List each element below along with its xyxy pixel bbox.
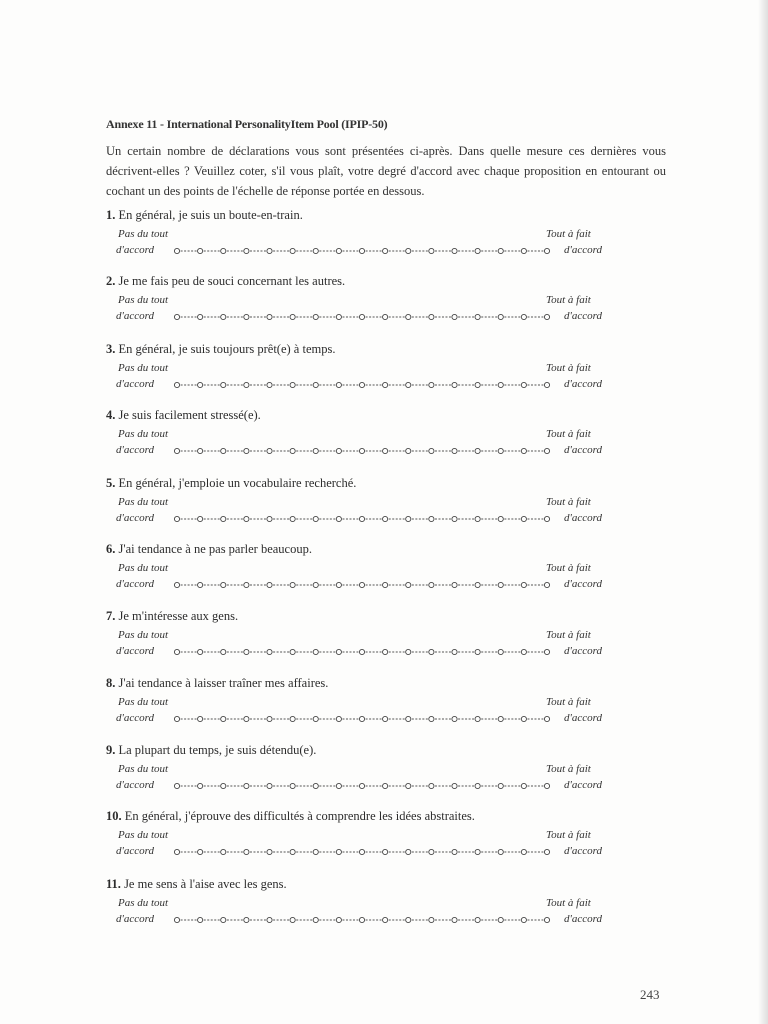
scale-point-17[interactable] xyxy=(544,582,549,587)
scale-point-17[interactable] xyxy=(544,314,549,319)
scale-point-4[interactable] xyxy=(244,849,249,854)
scale-point-4[interactable] xyxy=(244,582,249,587)
rating-scale-graphic xyxy=(173,913,551,927)
scale-left-label-line1: Pas du tout xyxy=(118,897,169,909)
rating-scale[interactable] xyxy=(173,578,551,592)
rating-scale[interactable] xyxy=(173,645,551,659)
item-text: J'ai tendance à laisser traîner mes affaires. xyxy=(118,676,329,690)
scale-point-4[interactable] xyxy=(244,783,249,788)
scale-point-4[interactable] xyxy=(244,382,249,387)
scale-point-1[interactable] xyxy=(174,783,179,788)
item-text: En général, j'emploie un vocabulaire recherché. xyxy=(118,476,357,490)
scale-point-8[interactable] xyxy=(336,248,341,253)
rating-scale[interactable] xyxy=(173,244,551,258)
scale-point-3[interactable] xyxy=(221,716,226,721)
scale-point-6[interactable] xyxy=(290,783,295,788)
scale-left-label-line1: Pas du tout xyxy=(118,696,169,708)
scale-point-12[interactable] xyxy=(429,716,434,721)
item-question xyxy=(106,476,356,491)
page-number: 243 xyxy=(640,987,660,1002)
scale-point-7[interactable] xyxy=(313,516,318,521)
scale-point-11[interactable] xyxy=(406,917,411,922)
scale-point-6[interactable] xyxy=(290,582,295,587)
item-question xyxy=(106,743,316,758)
scale-point-6[interactable] xyxy=(290,649,295,654)
scale-point-7[interactable] xyxy=(313,849,318,854)
scale-point-5[interactable] xyxy=(267,716,272,721)
scale-point-6[interactable] xyxy=(290,314,295,319)
scale-point-13[interactable] xyxy=(452,314,457,319)
scale-point-9[interactable] xyxy=(359,582,364,587)
item-question xyxy=(106,809,475,824)
scale-point-5[interactable] xyxy=(267,783,272,788)
scale-point-13[interactable] xyxy=(452,516,457,521)
scale-point-1[interactable] xyxy=(174,649,179,654)
scale-point-16[interactable] xyxy=(521,917,526,922)
scale-point-9[interactable] xyxy=(359,917,364,922)
scale-point-5[interactable] xyxy=(267,849,272,854)
scale-point-2[interactable] xyxy=(198,448,203,453)
scale-point-4[interactable] xyxy=(244,448,249,453)
scale-point-17[interactable] xyxy=(544,716,549,721)
scale-point-9[interactable] xyxy=(359,448,364,453)
scale-point-3[interactable] xyxy=(221,516,226,521)
scale-point-2[interactable] xyxy=(198,582,203,587)
rating-scale-graphic xyxy=(173,845,551,859)
scale-right-label-line2: d'accord xyxy=(564,310,602,322)
scale-point-8[interactable] xyxy=(336,516,341,521)
rating-scale-graphic xyxy=(173,378,551,392)
scale-point-14[interactable] xyxy=(475,314,480,319)
rating-scale-graphic xyxy=(173,310,551,324)
scale-point-16[interactable] xyxy=(521,382,526,387)
scale-right-label-line2: d'accord xyxy=(564,444,602,456)
scale-point-13[interactable] xyxy=(452,849,457,854)
scale-point-1[interactable] xyxy=(174,314,179,319)
rating-scale-graphic xyxy=(173,712,551,726)
scale-point-7[interactable] xyxy=(313,248,318,253)
scale-right-label-line1: Tout à fait xyxy=(546,829,591,841)
scale-right-label-line1: Tout à fait xyxy=(546,562,591,574)
scale-point-14[interactable] xyxy=(475,382,480,387)
scale-point-17[interactable] xyxy=(544,448,549,453)
scale-point-3[interactable] xyxy=(221,849,226,854)
item-text: Je suis facilement stressé(e). xyxy=(118,408,261,422)
scale-point-10[interactable] xyxy=(383,516,388,521)
scale-point-2[interactable] xyxy=(198,382,203,387)
scale-point-10[interactable] xyxy=(383,314,388,319)
scale-point-9[interactable] xyxy=(359,849,364,854)
scale-point-12[interactable] xyxy=(429,248,434,253)
scale-point-1[interactable] xyxy=(174,849,179,854)
scale-point-16[interactable] xyxy=(521,314,526,319)
scale-point-9[interactable] xyxy=(359,716,364,721)
scale-point-7[interactable] xyxy=(313,582,318,587)
scale-point-11[interactable] xyxy=(406,849,411,854)
scale-left-label-line2: d'accord xyxy=(116,578,154,590)
scale-point-15[interactable] xyxy=(498,582,503,587)
scale-point-12[interactable] xyxy=(429,448,434,453)
page-edge-shadow xyxy=(758,0,768,1024)
scale-point-7[interactable] xyxy=(313,448,318,453)
item-question xyxy=(106,274,345,289)
item-text: La plupart du temps, je suis détendu(e). xyxy=(118,743,317,757)
scale-point-4[interactable] xyxy=(244,716,249,721)
scale-point-8[interactable] xyxy=(336,448,341,453)
scale-right-label-line2: d'accord xyxy=(564,378,602,390)
scale-point-13[interactable] xyxy=(452,582,457,587)
scale-point-14[interactable] xyxy=(475,849,480,854)
scale-point-2[interactable] xyxy=(198,516,203,521)
scale-right-label-line1: Tout à fait xyxy=(546,362,591,374)
scale-point-7[interactable] xyxy=(313,716,318,721)
rating-scale[interactable] xyxy=(173,845,551,859)
scale-right-label-line2: d'accord xyxy=(564,645,602,657)
scale-point-10[interactable] xyxy=(383,917,388,922)
item-question xyxy=(106,609,238,624)
scale-point-6[interactable] xyxy=(290,248,295,253)
rating-scale-graphic xyxy=(173,444,551,458)
rating-scale[interactable] xyxy=(173,378,551,392)
scale-right-label-line2: d'accord xyxy=(564,779,602,791)
scale-point-13[interactable] xyxy=(452,716,457,721)
scale-point-2[interactable] xyxy=(198,783,203,788)
scale-point-1[interactable] xyxy=(174,382,179,387)
scale-point-14[interactable] xyxy=(475,582,480,587)
scale-point-6[interactable] xyxy=(290,516,295,521)
scale-left-label-line2: d'accord xyxy=(116,310,154,322)
item-question xyxy=(106,208,303,223)
scale-left-label-line2: d'accord xyxy=(116,244,154,256)
scale-point-14[interactable] xyxy=(475,448,480,453)
item-number: 2. xyxy=(106,274,116,288)
item-number: 7. xyxy=(106,609,116,623)
scale-left-label-line2: d'accord xyxy=(116,913,154,925)
item-question xyxy=(106,676,328,691)
item-number: 10. xyxy=(106,809,122,823)
scale-left-label-line2: d'accord xyxy=(116,845,154,857)
scale-right-label-line2: d'accord xyxy=(564,845,602,857)
scale-point-7[interactable] xyxy=(313,917,318,922)
item-number: 3. xyxy=(106,342,116,356)
scale-point-2[interactable] xyxy=(198,649,203,654)
scale-point-11[interactable] xyxy=(406,314,411,319)
item-number: 11. xyxy=(106,877,121,891)
item-question xyxy=(106,408,261,423)
scale-point-1[interactable] xyxy=(174,582,179,587)
scale-left-label-line1: Pas du tout xyxy=(118,629,169,641)
scale-left-label-line1: Pas du tout xyxy=(118,228,169,240)
item-text: Je me fais peu de souci concernant les autres. xyxy=(118,274,346,288)
scale-point-8[interactable] xyxy=(336,582,341,587)
scale-left-label-line2: d'accord xyxy=(116,378,154,390)
item-number: 1. xyxy=(106,208,116,222)
scale-point-11[interactable] xyxy=(406,716,411,721)
scale-point-2[interactable] xyxy=(198,716,203,721)
scale-point-6[interactable] xyxy=(290,448,295,453)
scale-point-9[interactable] xyxy=(359,516,364,521)
scale-point-15[interactable] xyxy=(498,716,503,721)
scale-point-3[interactable] xyxy=(221,917,226,922)
scale-point-17[interactable] xyxy=(544,516,549,521)
scale-right-label-line1: Tout à fait xyxy=(546,696,591,708)
scale-point-10[interactable] xyxy=(383,248,388,253)
scale-point-6[interactable] xyxy=(290,382,295,387)
scale-left-label-line2: d'accord xyxy=(116,444,154,456)
item-text: J'ai tendance à ne pas parler beaucoup. xyxy=(118,542,312,556)
scale-point-8[interactable] xyxy=(336,917,341,922)
scale-point-14[interactable] xyxy=(475,516,480,521)
scale-point-13[interactable] xyxy=(452,248,457,253)
item-number: 4. xyxy=(106,408,116,422)
scale-right-label-line2: d'accord xyxy=(564,578,602,590)
scale-right-label-line2: d'accord xyxy=(564,512,602,524)
scale-point-3[interactable] xyxy=(221,649,226,654)
scale-point-12[interactable] xyxy=(429,849,434,854)
scale-point-10[interactable] xyxy=(383,849,388,854)
annex-heading: Annexe 11 - International PersonalityItem Pool (IPIP-50) xyxy=(106,117,388,131)
item-number: 5. xyxy=(106,476,116,490)
scale-point-5[interactable] xyxy=(267,448,272,453)
scale-point-12[interactable] xyxy=(429,582,434,587)
rating-scale[interactable] xyxy=(173,512,551,526)
scale-point-1[interactable] xyxy=(174,248,179,253)
rating-scale-graphic xyxy=(173,578,551,592)
item-number: 9. xyxy=(106,743,116,757)
scale-point-17[interactable] xyxy=(544,649,549,654)
scale-point-15[interactable] xyxy=(498,516,503,521)
scale-point-16[interactable] xyxy=(521,849,526,854)
scale-point-6[interactable] xyxy=(290,716,295,721)
scale-point-8[interactable] xyxy=(336,649,341,654)
scale-left-label-line2: d'accord xyxy=(116,712,154,724)
scale-point-3[interactable] xyxy=(221,248,226,253)
scale-point-17[interactable] xyxy=(544,917,549,922)
scale-point-5[interactable] xyxy=(267,649,272,654)
scale-point-13[interactable] xyxy=(452,917,457,922)
scale-point-5[interactable] xyxy=(267,248,272,253)
scale-point-13[interactable] xyxy=(452,649,457,654)
scale-right-label-line1: Tout à fait xyxy=(546,897,591,909)
scale-point-6[interactable] xyxy=(290,917,295,922)
scale-point-15[interactable] xyxy=(498,849,503,854)
scale-point-2[interactable] xyxy=(198,248,203,253)
scale-point-15[interactable] xyxy=(498,314,503,319)
scale-point-12[interactable] xyxy=(429,649,434,654)
scale-point-7[interactable] xyxy=(313,649,318,654)
scale-point-16[interactable] xyxy=(521,248,526,253)
scale-point-15[interactable] xyxy=(498,649,503,654)
scale-point-1[interactable] xyxy=(174,448,179,453)
scale-point-12[interactable] xyxy=(429,917,434,922)
scale-point-2[interactable] xyxy=(198,917,203,922)
scale-point-2[interactable] xyxy=(198,314,203,319)
scale-point-8[interactable] xyxy=(336,382,341,387)
rating-scale[interactable] xyxy=(173,913,551,927)
scale-point-13[interactable] xyxy=(452,382,457,387)
scale-point-13[interactable] xyxy=(452,783,457,788)
item-text: En général, j'éprouve des difficultés à comprendre les idées abstraites. xyxy=(124,809,475,823)
scale-point-17[interactable] xyxy=(544,248,549,253)
scale-point-5[interactable] xyxy=(267,582,272,587)
item-number: 6. xyxy=(106,542,116,556)
scale-point-13[interactable] xyxy=(452,448,457,453)
scale-point-1[interactable] xyxy=(174,716,179,721)
scale-left-label-line1: Pas du tout xyxy=(118,562,169,574)
scale-left-label-line2: d'accord xyxy=(116,779,154,791)
rating-scale[interactable] xyxy=(173,444,551,458)
scale-point-7[interactable] xyxy=(313,783,318,788)
rating-scale-graphic xyxy=(173,779,551,793)
scale-right-label-line1: Tout à fait xyxy=(546,763,591,775)
rating-scale-graphic xyxy=(173,645,551,659)
scale-point-3[interactable] xyxy=(221,783,226,788)
scale-point-14[interactable] xyxy=(475,783,480,788)
item-text: Je m'intéresse aux gens. xyxy=(118,609,239,623)
scale-point-15[interactable] xyxy=(498,783,503,788)
item-text: Je me sens à l'aise avec les gens. xyxy=(124,877,287,891)
scale-left-label-line1: Pas du tout xyxy=(118,829,169,841)
scale-point-15[interactable] xyxy=(498,448,503,453)
scale-point-15[interactable] xyxy=(498,248,503,253)
intro-paragraph: Un certain nombre de déclarations vous sont présentées ci-après. Dans quelle mesure ces dernières vous décrivent-elles ? Veuillez coter, s'il vous plaît, votre degré d'accord avec chaque proposition en entourant ou cochant un des points de l'échelle de réponse portée en dessous. xyxy=(106,144,666,198)
item-number: 8. xyxy=(106,676,116,690)
scale-point-3[interactable] xyxy=(221,382,226,387)
scale-point-11[interactable] xyxy=(406,248,411,253)
item-question xyxy=(106,542,312,557)
scale-point-12[interactable] xyxy=(429,382,434,387)
scale-point-11[interactable] xyxy=(406,582,411,587)
rating-scale[interactable] xyxy=(173,310,551,324)
scale-point-1[interactable] xyxy=(174,516,179,521)
rating-scale-graphic xyxy=(173,244,551,258)
scale-point-11[interactable] xyxy=(406,649,411,654)
scale-point-3[interactable] xyxy=(221,448,226,453)
scale-point-11[interactable] xyxy=(406,382,411,387)
scale-point-4[interactable] xyxy=(244,516,249,521)
scale-point-8[interactable] xyxy=(336,716,341,721)
scale-point-4[interactable] xyxy=(244,917,249,922)
scale-point-5[interactable] xyxy=(267,917,272,922)
scale-point-4[interactable] xyxy=(244,314,249,319)
scale-point-5[interactable] xyxy=(267,516,272,521)
scale-point-11[interactable] xyxy=(406,516,411,521)
scale-point-8[interactable] xyxy=(336,314,341,319)
scale-point-10[interactable] xyxy=(383,783,388,788)
scale-left-label-line2: d'accord xyxy=(116,512,154,524)
scale-point-16[interactable] xyxy=(521,649,526,654)
scale-right-label-line1: Tout à fait xyxy=(546,294,591,306)
scale-right-label-line2: d'accord xyxy=(564,712,602,724)
scale-point-10[interactable] xyxy=(383,448,388,453)
rating-scale-graphic xyxy=(173,512,551,526)
scale-point-9[interactable] xyxy=(359,248,364,253)
scale-point-17[interactable] xyxy=(544,783,549,788)
scale-point-9[interactable] xyxy=(359,783,364,788)
scale-point-8[interactable] xyxy=(336,849,341,854)
scale-point-16[interactable] xyxy=(521,783,526,788)
item-question xyxy=(106,877,287,892)
scale-point-12[interactable] xyxy=(429,314,434,319)
scale-point-5[interactable] xyxy=(267,382,272,387)
scale-point-16[interactable] xyxy=(521,716,526,721)
scale-point-10[interactable] xyxy=(383,582,388,587)
item-question xyxy=(106,342,335,357)
scale-point-11[interactable] xyxy=(406,448,411,453)
scale-right-label-line1: Tout à fait xyxy=(546,629,591,641)
scale-point-14[interactable] xyxy=(475,917,480,922)
item-text: En général, je suis un boute-en-train. xyxy=(118,208,303,222)
scale-point-14[interactable] xyxy=(475,716,480,721)
scale-point-5[interactable] xyxy=(267,314,272,319)
scale-point-1[interactable] xyxy=(174,917,179,922)
scale-point-8[interactable] xyxy=(336,783,341,788)
scale-point-2[interactable] xyxy=(198,849,203,854)
scale-point-14[interactable] xyxy=(475,248,480,253)
scale-point-17[interactable] xyxy=(544,382,549,387)
scale-point-7[interactable] xyxy=(313,314,318,319)
scale-point-10[interactable] xyxy=(383,649,388,654)
scale-point-4[interactable] xyxy=(244,649,249,654)
scale-point-9[interactable] xyxy=(359,314,364,319)
scale-right-label-line1: Tout à fait xyxy=(546,428,591,440)
scale-left-label-line1: Pas du tout xyxy=(118,294,169,306)
scale-point-15[interactable] xyxy=(498,917,503,922)
scale-point-3[interactable] xyxy=(221,314,226,319)
scale-right-label-line1: Tout à fait xyxy=(546,496,591,508)
scale-point-3[interactable] xyxy=(221,582,226,587)
scale-point-6[interactable] xyxy=(290,849,295,854)
item-text: En général, je suis toujours prêt(e) à temps. xyxy=(118,342,336,356)
rating-scale[interactable] xyxy=(173,712,551,726)
scale-point-4[interactable] xyxy=(244,248,249,253)
scale-point-7[interactable] xyxy=(313,382,318,387)
scale-point-9[interactable] xyxy=(359,382,364,387)
scale-right-label-line2: d'accord xyxy=(564,913,602,925)
scale-right-label-line2: d'accord xyxy=(564,244,602,256)
scale-point-9[interactable] xyxy=(359,649,364,654)
scale-left-label-line1: Pas du tout xyxy=(118,428,169,440)
scale-point-12[interactable] xyxy=(429,783,434,788)
scale-point-10[interactable] xyxy=(383,716,388,721)
scale-point-12[interactable] xyxy=(429,516,434,521)
rating-scale[interactable] xyxy=(173,779,551,793)
scale-point-16[interactable] xyxy=(521,582,526,587)
scale-point-17[interactable] xyxy=(544,849,549,854)
scale-point-16[interactable] xyxy=(521,448,526,453)
scale-right-label-line1: Tout à fait xyxy=(546,228,591,240)
scale-left-label-line1: Pas du tout xyxy=(118,763,169,775)
scale-point-15[interactable] xyxy=(498,382,503,387)
scale-point-14[interactable] xyxy=(475,649,480,654)
scale-point-16[interactable] xyxy=(521,516,526,521)
scale-point-11[interactable] xyxy=(406,783,411,788)
scale-left-label-line1: Pas du tout xyxy=(118,362,169,374)
scale-left-label-line2: d'accord xyxy=(116,645,154,657)
scale-point-10[interactable] xyxy=(383,382,388,387)
scale-left-label-line1: Pas du tout xyxy=(118,496,169,508)
